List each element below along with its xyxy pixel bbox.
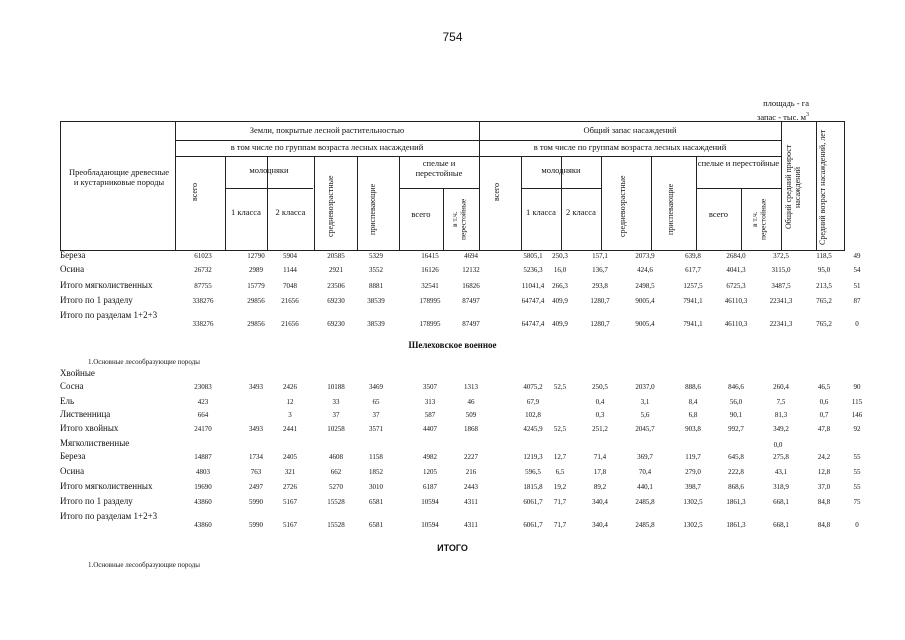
volume-young-header: молодняки [541, 165, 581, 175]
table-row [60, 496, 861, 510]
table-cell: 250,3 [552, 252, 568, 260]
table-cell: 6061,7 [523, 521, 543, 529]
table-cell: 4407 [423, 425, 437, 433]
table-cell: 668,1 [773, 498, 789, 506]
table-cell: 12,7 [553, 453, 567, 461]
table-cell: 38539 [367, 320, 385, 328]
table-cell: 29856 [247, 297, 265, 305]
table-cell: 1313 [464, 383, 478, 391]
table-cell: 0,6 [819, 398, 829, 406]
table-cell: 87755 [194, 282, 212, 290]
table-cell: 888,6 [685, 383, 701, 391]
table-cell: 24170 [194, 425, 212, 433]
land-overmature-header: в т.ч. перестойные [450, 198, 468, 240]
table-cell: 119,7 [685, 453, 701, 461]
table-cell: 26732 [194, 266, 212, 274]
table-row [60, 280, 861, 294]
table-cell: 4803 [196, 468, 210, 476]
volume-by-age-header: в том числе по группам возраста лесных насаждений [533, 142, 727, 152]
table-cell: 56,0 [729, 398, 743, 406]
table-cell: 338276 [192, 320, 214, 328]
table-cell: 37,0 [817, 483, 831, 491]
table-cell: 38539 [367, 297, 385, 305]
table-cell: 0 [855, 521, 859, 529]
table-cell: 4041,3 [726, 266, 746, 274]
table-cell: 409,9 [552, 320, 568, 328]
table-cell: 423 [197, 398, 209, 406]
land-maturing-header: приспевающие [368, 183, 377, 235]
table-cell: 21656 [281, 320, 299, 328]
table-cell: 222,8 [728, 468, 744, 476]
table-cell: 2485,8 [635, 521, 655, 529]
table-cell: 868,6 [728, 483, 744, 491]
table-cell: 16415 [421, 252, 439, 260]
table-cell: 7941,1 [683, 297, 703, 305]
growth-header: Общий средний прирост насаждений [784, 144, 802, 230]
row-label: Осина [60, 466, 85, 476]
table-cell: 24,2 [817, 453, 831, 461]
row-label: Итого по разделам 1+2+3 [60, 310, 158, 320]
row-label: Осина [60, 264, 85, 274]
table-cell: 6581 [369, 521, 383, 529]
table-cell: 178995 [419, 320, 441, 328]
land-group-header: Земли, покрытые лесной растительностью [249, 125, 405, 135]
table-cell: 4245,9 [523, 425, 543, 433]
table-cell: 84,8 [817, 498, 831, 506]
table-cell: 15779 [247, 282, 265, 290]
table-cell: 0,3 [595, 411, 605, 419]
table-cell: 69230 [327, 297, 345, 305]
table-cell: 9005,4 [635, 297, 655, 305]
table-cell: 4311 [464, 498, 478, 506]
land-middle-header: средневозрастные [326, 175, 335, 237]
table-cell: 2989 [249, 266, 263, 274]
table-cell: 52,5 [553, 425, 567, 433]
row-label: Итого по 1 разделу [60, 295, 133, 305]
table-cell: 2045,7 [635, 425, 655, 433]
land-young-header: молодняки [249, 165, 289, 175]
table-cell: 22341,3 [769, 297, 793, 305]
table-cell: 3,1 [640, 398, 650, 406]
row-label: Итого по разделам 1+2+3 [60, 511, 158, 521]
table-cell: 6061,7 [523, 498, 543, 506]
table-cell: 9005,4 [635, 320, 655, 328]
row-label: Итого мягколиственных [60, 481, 153, 491]
volume-middle-header: средневозрастные [618, 175, 627, 237]
table-cell: 338276 [192, 297, 214, 305]
area-unit: площадь - га [763, 98, 809, 108]
table-cell: 765,2 [816, 320, 832, 328]
table-cell: 266,3 [552, 282, 568, 290]
table-row [60, 451, 861, 465]
land-class1-header: 1 класса [231, 207, 261, 217]
table-cell: 64747,4 [521, 297, 545, 305]
table-cell: 70,4 [638, 468, 652, 476]
table-cell: 2037,0 [635, 383, 655, 391]
table-cell: 2426 [283, 383, 297, 391]
table-cell: 3010 [369, 483, 383, 491]
table-cell: 1861,3 [726, 498, 746, 506]
row-label: Ель [60, 396, 75, 406]
table-cell: 71,4 [593, 453, 607, 461]
table-cell: 5,6 [640, 411, 650, 419]
table-cell: 43860 [194, 521, 212, 529]
table-cell: 2227 [464, 453, 478, 461]
table-cell: 1144 [283, 266, 297, 274]
table-cell: 7941,1 [683, 320, 703, 328]
table-cell: 81,3 [774, 411, 788, 419]
table-cell: 55 [853, 468, 861, 476]
table-cell: 43860 [194, 498, 212, 506]
table-cell: 340,4 [592, 521, 608, 529]
table-cell: 275,8 [773, 453, 789, 461]
table-cell: 90,1 [729, 411, 743, 419]
table-cell: 639,8 [685, 252, 701, 260]
table-cell: 5270 [329, 483, 343, 491]
table-cell: 992,7 [728, 425, 744, 433]
table-cell: 8,4 [688, 398, 698, 406]
table-cell: 1868 [464, 425, 478, 433]
table-cell: 46,5 [817, 383, 831, 391]
table-cell: 2441 [283, 425, 297, 433]
land-by-age-header: в том числе по группам возраста лесных насаждений [230, 142, 424, 152]
table-cell: 43,1 [774, 468, 788, 476]
table-cell: 32541 [421, 282, 439, 290]
table-cell: 2684,0 [726, 252, 746, 260]
table-cell: 12,8 [817, 468, 831, 476]
table-cell: 8881 [369, 282, 383, 290]
table-cell: 1302,5 [683, 498, 703, 506]
table-cell: 87497 [462, 297, 480, 305]
table-cell: 4311 [464, 521, 478, 529]
volume-mature-header: спелые и перестойные [697, 158, 780, 168]
table-cell: 1219,3 [523, 453, 543, 461]
table-cell: 3571 [369, 425, 383, 433]
row-label: Итого хвойных [60, 423, 119, 433]
table-cell: 293,8 [592, 282, 608, 290]
table-cell: 19690 [194, 483, 212, 491]
section-title-shelekhov: Шелеховское военное [408, 340, 497, 350]
table-cell: 19,2 [553, 483, 567, 491]
volume-mature-total-header: всего [708, 209, 729, 219]
avg-age-header: Средний возраст насаждений, лет [818, 129, 827, 245]
table-cell: 0,4 [595, 398, 605, 406]
table-cell: 7048 [283, 282, 297, 290]
table-cell: 213,5 [816, 282, 832, 290]
land-class2-header: 2 класса [275, 207, 306, 217]
table-row [60, 481, 861, 495]
row-label: Лиственница [60, 409, 111, 419]
table-cell: 10188 [327, 383, 345, 391]
table-cell: 20585 [327, 252, 345, 260]
table-cell: 1280,7 [590, 297, 610, 305]
table-cell: 15528 [327, 498, 345, 506]
table-cell: 260,4 [773, 383, 789, 391]
table-cell: 23506 [327, 282, 345, 290]
soft-growth-value: 0,0 [773, 441, 783, 449]
table-cell: 92 [853, 425, 861, 433]
table-cell: 46110,3 [724, 320, 748, 328]
table-cell: 1734 [249, 453, 263, 461]
table-cell: 89,2 [593, 483, 607, 491]
table-cell: 645,8 [728, 453, 744, 461]
table-cell: 3493 [249, 425, 263, 433]
row-label: Береза [60, 451, 86, 461]
table-cell: 2485,8 [635, 498, 655, 506]
table-cell: 3115,0 [771, 266, 791, 274]
table-cell: 90 [853, 383, 861, 391]
table-cell: 1158 [369, 453, 383, 461]
table-cell: 5167 [283, 521, 297, 529]
table-cell: 52,5 [553, 383, 567, 391]
table-cell: 87497 [462, 320, 480, 328]
table-cell: 37 [372, 411, 380, 419]
table-cell: 5167 [283, 498, 297, 506]
table-cell: 115 [851, 398, 863, 406]
table-row [60, 264, 861, 278]
table-row [60, 310, 859, 328]
group-label-soft: Мягколиственные [60, 438, 130, 448]
table-cell: 440,1 [637, 483, 653, 491]
table-cell: 71,7 [553, 521, 567, 529]
table-cell: 0,7 [819, 411, 829, 419]
table-cell: 349,2 [773, 425, 789, 433]
table-cell: 6581 [369, 498, 383, 506]
table-header [60, 121, 845, 251]
volume-class2-header: 2 класса [566, 207, 596, 217]
table-row [60, 466, 861, 480]
table-cell: 4694 [464, 252, 478, 260]
table-cell: 4982 [423, 453, 437, 461]
table-cell: 10594 [421, 498, 439, 506]
table-cell: 29856 [247, 320, 265, 328]
table-cell: 2443 [464, 483, 478, 491]
table-cell: 596,5 [525, 468, 541, 476]
table-cell: 14887 [194, 453, 212, 461]
table-cell: 55 [853, 453, 861, 461]
table-cell: 51 [853, 282, 861, 290]
table-cell: 3507 [423, 383, 437, 391]
table-cell: 23083 [194, 383, 212, 391]
table-cell: 10594 [421, 521, 439, 529]
table-cell: 903,8 [685, 425, 701, 433]
table-cell: 5904 [283, 252, 297, 260]
table-cell: 617,7 [685, 266, 701, 274]
table-cell: 216 [465, 468, 477, 476]
table-cell: 84,8 [817, 521, 831, 529]
table-row [60, 295, 861, 309]
table-cell: 12132 [462, 266, 480, 274]
table-cell: 0 [855, 320, 859, 328]
table-cell: 21656 [281, 297, 299, 305]
table-cell: 65 [372, 398, 380, 406]
table-cell: 118,5 [816, 252, 832, 260]
land-mature-header: спелые и перестойные [415, 158, 463, 178]
table-cell: 75 [853, 498, 861, 506]
table-cell: 1852 [369, 468, 383, 476]
table-cell: 668,1 [773, 521, 789, 529]
table-cell: 3469 [369, 383, 383, 391]
table-cell: 146 [851, 411, 863, 419]
table-cell: 71,7 [553, 498, 567, 506]
table-cell: 2405 [283, 453, 297, 461]
table-cell: 5990 [249, 521, 263, 529]
table-cell: 12790 [247, 252, 265, 260]
table-cell: 87 [853, 297, 861, 305]
section-note: 1.Основные лесообразующие породы [88, 358, 200, 366]
table-cell: 6,8 [688, 411, 698, 419]
table-cell: 16126 [421, 266, 439, 274]
table-cell: 22341,3 [769, 320, 793, 328]
table-cell: 1815,8 [523, 483, 543, 491]
table-cell: 1302,5 [683, 521, 703, 529]
land-mature-total-header: всего [411, 209, 431, 219]
table-cell: 424,6 [637, 266, 653, 274]
table-row [60, 409, 863, 423]
table-cell: 67,9 [526, 398, 540, 406]
table-cell: 2921 [329, 266, 343, 274]
volume-overmature-header: в т.ч. перестойные [750, 198, 768, 240]
table-cell: 6725,3 [726, 282, 746, 290]
row-label: Итого по 1 разделу [60, 496, 133, 506]
table-cell: 102,8 [525, 411, 541, 419]
table-row [60, 396, 863, 410]
table-cell: 279,0 [685, 468, 701, 476]
table-cell: 4075,2 [523, 383, 543, 391]
table-cell: 3552 [369, 266, 383, 274]
table-cell: 409,9 [552, 297, 568, 305]
table-cell: 16,0 [553, 266, 567, 274]
land-total-header: всего [190, 183, 199, 202]
section-title-total: ИТОГО [437, 543, 468, 553]
table-cell: 55 [853, 483, 861, 491]
table-cell: 763 [250, 468, 262, 476]
table-cell: 369,7 [637, 453, 653, 461]
volume-class1-header: 1 класса [526, 207, 556, 217]
volume-group-header: Общий запас насаждений [583, 125, 677, 135]
volume-unit: запас - тыс. $м^3$ [756, 112, 809, 122]
table-cell: 251,2 [592, 425, 608, 433]
table-cell: 64747,4 [521, 320, 545, 328]
table-cell: 54 [853, 266, 861, 274]
table-cell: 178995 [419, 297, 441, 305]
table-cell: 5329 [369, 252, 383, 260]
table-cell: 2726 [283, 483, 297, 491]
table-row [60, 511, 859, 529]
table-cell: 1205 [423, 468, 437, 476]
table-cell: 250,5 [592, 383, 608, 391]
table-cell: 33 [332, 398, 340, 406]
table-cell: 587 [424, 411, 436, 419]
volume-maturing-header: приспевающие [666, 183, 675, 235]
table-cell: 10258 [327, 425, 345, 433]
table-cell: 318,9 [773, 483, 789, 491]
table-cell: 46110,3 [724, 297, 748, 305]
table-cell: 17,8 [593, 468, 607, 476]
table-cell: 6187 [423, 483, 437, 491]
table-cell: 157,1 [592, 252, 608, 260]
table-cell: 15528 [327, 521, 345, 529]
table-cell: 11041,4 [521, 282, 545, 290]
row-label: Береза [60, 250, 86, 260]
table-cell: 69230 [327, 320, 345, 328]
table-cell: 3 [288, 411, 292, 419]
table-cell: 321 [284, 468, 296, 476]
table-cell: 664 [197, 411, 209, 419]
table-cell: 4608 [329, 453, 343, 461]
table-cell: 313 [424, 398, 436, 406]
table-cell: 1257,5 [683, 282, 703, 290]
table-cell: 37 [332, 411, 340, 419]
table-cell: 509 [465, 411, 477, 419]
table-cell: 1861,3 [726, 521, 746, 529]
row-label: Итого мягколиственных [60, 280, 153, 290]
group-label-conifers: Хвойные [60, 368, 95, 378]
table-cell: 16826 [462, 282, 480, 290]
table-cell: 372,5 [773, 252, 789, 260]
table-cell: 5990 [249, 498, 263, 506]
volume-total-header: всего [492, 183, 501, 202]
page-number: 754 [442, 30, 463, 44]
table-cell: 5236,3 [523, 266, 543, 274]
table-cell: 46 [467, 398, 475, 406]
table-cell: 7,5 [776, 398, 786, 406]
table-cell: 12 [286, 398, 294, 406]
table-row [60, 250, 861, 264]
table-cell: 340,4 [592, 498, 608, 506]
table-cell: 49 [853, 252, 861, 260]
table-cell: 3493 [249, 383, 263, 391]
table-row [60, 423, 861, 437]
table-cell: 765,2 [816, 297, 832, 305]
table-cell: 5805,1 [523, 252, 543, 260]
table-cell: 2497 [249, 483, 263, 491]
section-note-total: 1.Основные лесообразующие породы [88, 561, 200, 569]
table-cell: 61023 [194, 252, 212, 260]
table-row [60, 381, 861, 395]
table-cell: 2498,5 [635, 282, 655, 290]
table-cell: 1280,7 [590, 320, 610, 328]
row-label: Сосна [60, 381, 84, 391]
table-cell: 136,7 [592, 266, 608, 274]
table-cell: 47,8 [817, 425, 831, 433]
table-cell: 846,6 [728, 383, 744, 391]
species-header: Преобладающие древесные и кустарниковые породы [68, 167, 170, 187]
table-cell: 6,5 [555, 468, 565, 476]
table-cell: 3487,5 [771, 282, 791, 290]
table-cell: 662 [330, 468, 342, 476]
table-cell: 2073,9 [635, 252, 655, 260]
table-cell: 95,0 [817, 266, 831, 274]
table-cell: 398,7 [685, 483, 701, 491]
